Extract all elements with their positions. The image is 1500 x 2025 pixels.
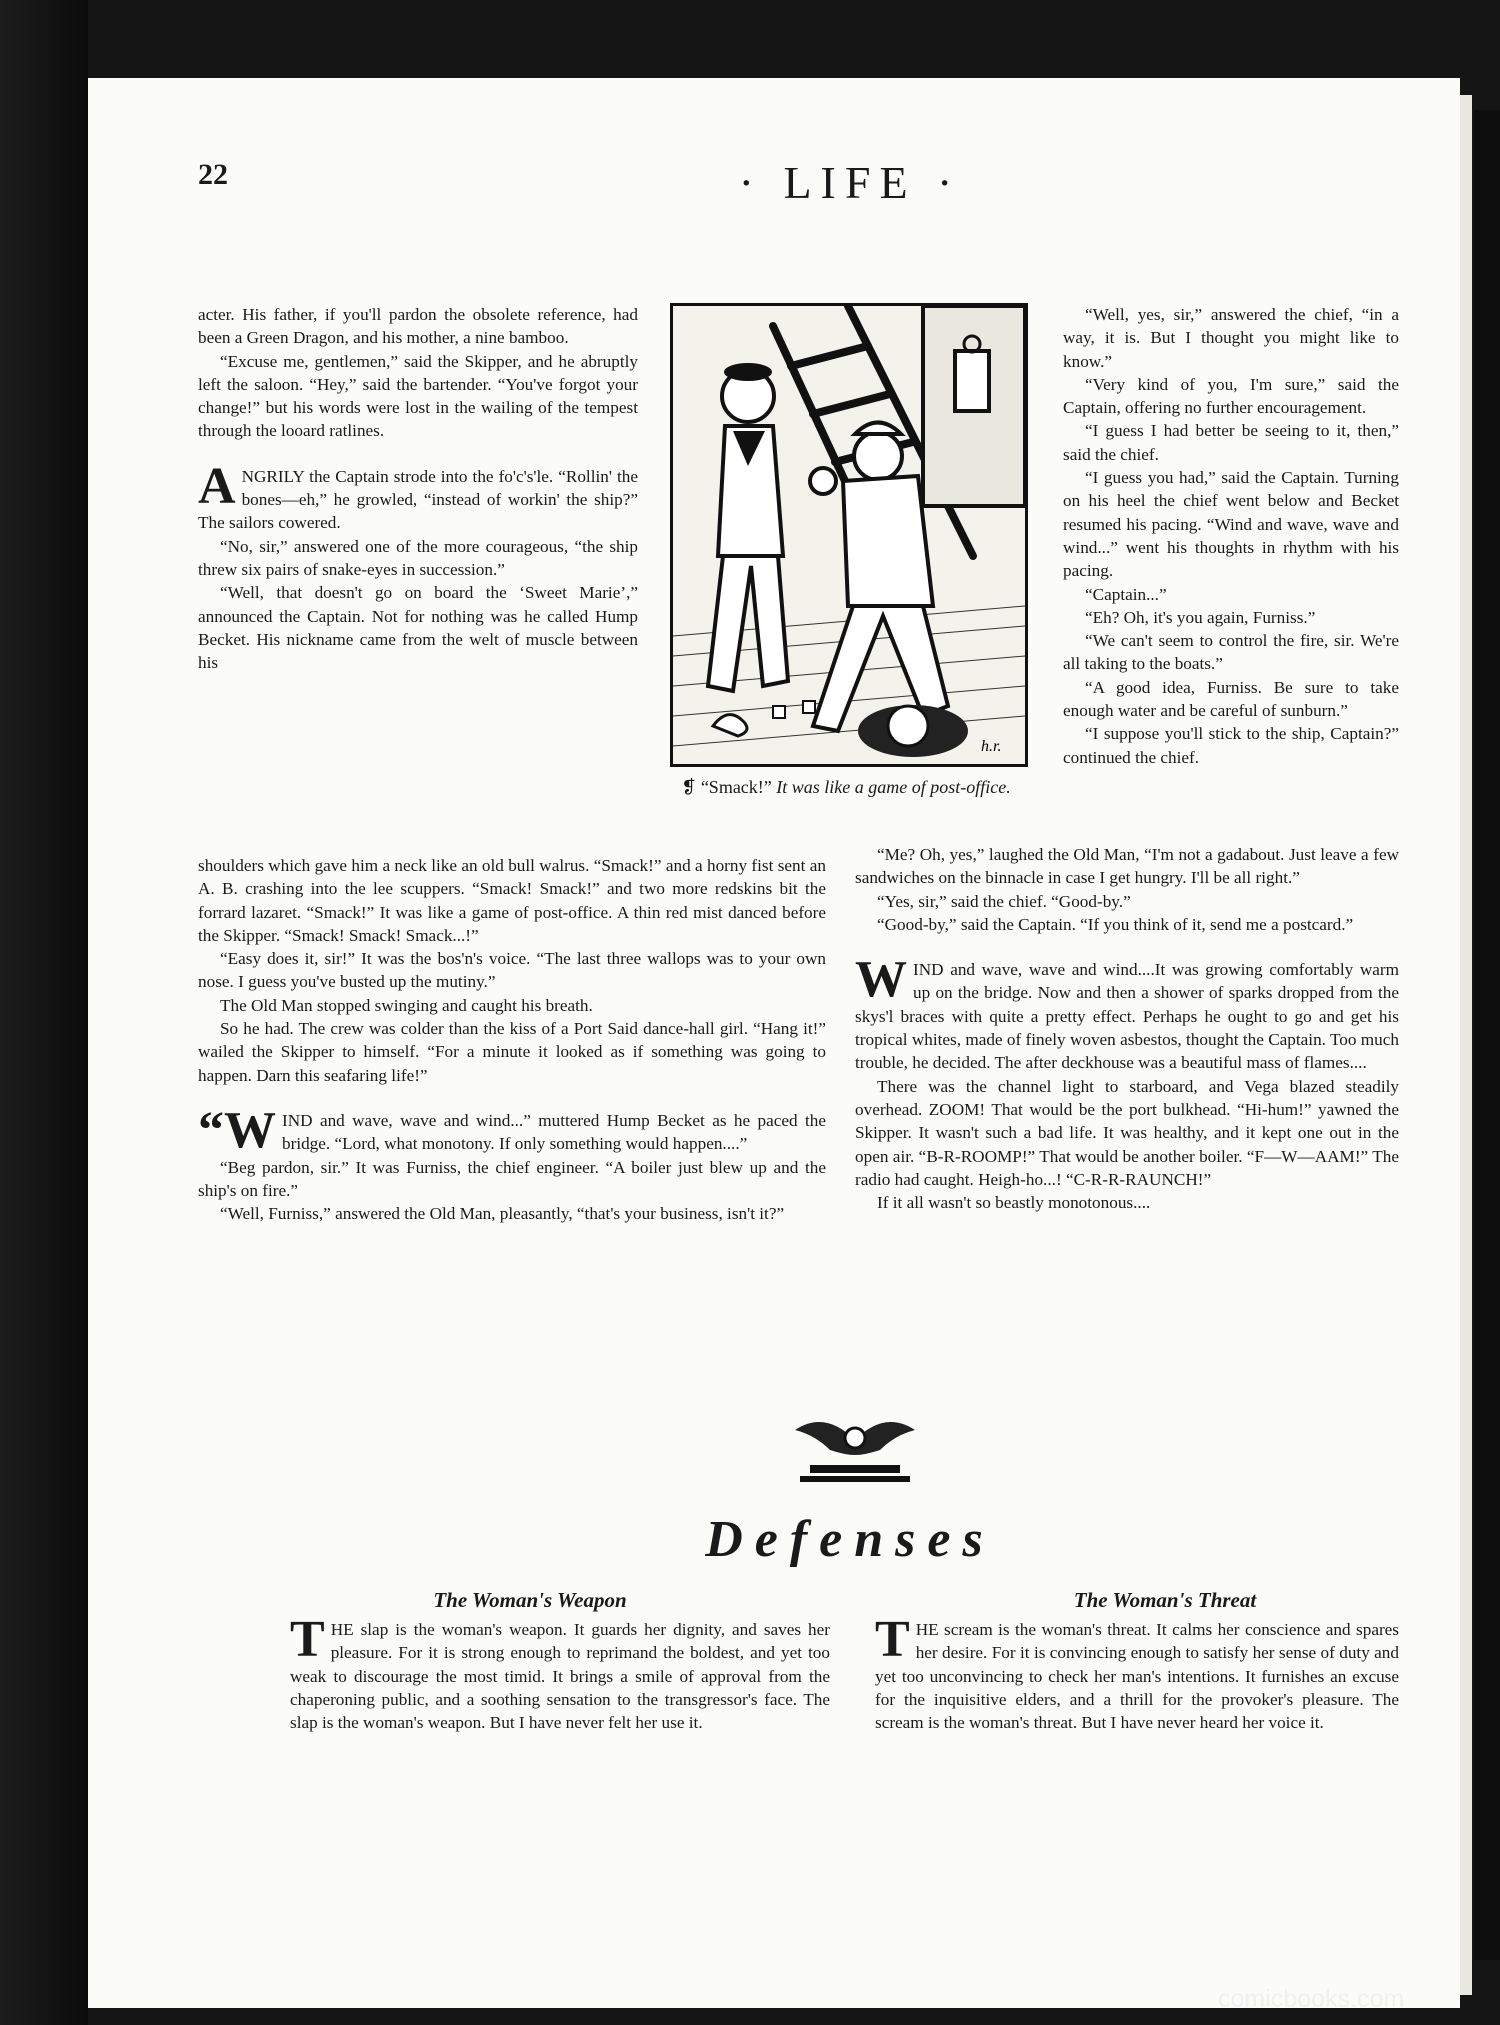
scan-border-left: [0, 0, 88, 2025]
eagle-emblem-icon: [785, 1410, 925, 1490]
story-column-left-top: [198, 303, 638, 674]
story-column-right-bottom: [855, 843, 1399, 1214]
defenses-column-right: [875, 1611, 1399, 1734]
page-number: 22: [198, 158, 228, 191]
illustration-caption: ❡ “Smack!” It was like a game of post-office.: [681, 777, 1011, 797]
paragraph: “I guess you had,” said the Captain. Turning on his heel the chief went below and Becket resumed his pacing. “Wind and wave, wave and wind...” went his thoughts in rhythm with his pacing.: [1063, 468, 1399, 581]
cartoon-drawing: [673, 306, 1025, 764]
story-illustration: [670, 303, 1028, 767]
paragraph: “Excuse me, gentlemen,” said the Skipper, and he abruptly left the saloon. “Hey,” said the bartender. “You've forgot your change!” but his words were lost in the wailing of the tempest through the looard ratlines.: [198, 351, 638, 441]
paragraph: “I guess I had better be seeing to it, then,” said the chief.: [1063, 421, 1399, 464]
defenses-column-left: [290, 1611, 830, 1734]
paragraph: WIND and wave, wave and wind....It was growing comfortably warm up on the bridge. Now and then a shower of sparks dropped from the skys'l braces with quite a pretty effect. Perhaps he ought to go and get his tropical whites, made of finely woven asbestos, thought the Captain. Too much trouble, he decided. The after deckhouse was a beautiful mass of flames....: [855, 951, 1399, 1073]
paragraph: acter. His father, if you'll pardon the obsolete reference, had been a Green Dragon, and his mother, a nine bamboo.: [198, 305, 638, 348]
paragraph: “Captain...”: [1085, 584, 1167, 604]
paragraph: “I suppose you'll stick to the ship, Captain?” continued the chief.: [1063, 724, 1399, 767]
paragraph: THE slap is the woman's weapon. It guards her dignity, and saves her pleasure. For it is strong enough to reprimand the boldest, and yet too weak to discourage the most timid. It brings a smile of approval from the chaperoning public, and a soothing sensation to the transgressor's face. The slap is the woman's weapon. But I have never felt her use it.: [290, 1611, 830, 1733]
paragraph: “Eh? Oh, it's you again, Furniss.”: [1085, 607, 1316, 627]
story-column-right-top: [1063, 303, 1399, 769]
page-edge: [1460, 95, 1472, 1995]
paragraph: There was the channel light to starboard, and Vega blazed steadily overhead. ZOOM! That would be the port bulkhead. “Hi-hum!” yawned the Skipper. It wasn't such a bad life. It was healthy, and it kept one out in the open air. “B-R-ROOMP!” That would be another boiler. “F—W—AAM!” The radio had caught. Heigh-ho...! “C-R-R-RAUNCH!”: [855, 1076, 1399, 1189]
poem-heading-right: The Woman's Threat: [1073, 1588, 1257, 1612]
poem-heading-left: The Woman's Weapon: [433, 1588, 627, 1612]
paragraph: “Well, that doesn't go on board the ‘Sweet Marie’,” announced the Captain. Not for nothing was he called Hump Becket. His nickname came from the welt of muscle between his: [198, 583, 638, 673]
paragraph: “Easy does it, sir!” It was the bos'n's voice. “The last three wallops was to your own nose. I guess you've busted up the mutiny.”: [198, 949, 826, 992]
paragraph: “Well, Furniss,” answered the Old Man, pleasantly, “that's your business, isn't it?”: [220, 1204, 785, 1224]
watermark: comicbooks.com: [1218, 1985, 1405, 2013]
paragraph: The Old Man stopped swinging and caught his breath.: [220, 995, 593, 1015]
paragraph: “Beg pardon, sir.” It was Furniss, the chief engineer. “A boiler just blew up and the ship's on fire.”: [198, 1157, 826, 1200]
paragraph: “Well, yes, sir,” answered the chief, “in a way, it is. But I thought you might like to know.”: [1063, 305, 1399, 371]
paragraph: If it all wasn't so beastly monotonous....: [877, 1193, 1151, 1213]
story-column-left-bottom: [198, 854, 826, 1225]
paragraph: THE scream is the woman's threat. It calms her conscience and spares her desire. For it is convincing enough to satisfy her sense of duty and yet too unconvincing to check her man's intentions. It furnishes an excuse for the inquisitive elders, and a thrill for the provoker's pleasure. The scream is the woman's threat. But I have never heard her voice it.: [875, 1611, 1399, 1733]
artist-signature: h.r.: [981, 738, 1002, 755]
paragraph: “A good idea, Furniss. Be sure to take enough water and be careful of sunburn.”: [1063, 677, 1399, 721]
masthead-title: · LIFE ·: [738, 157, 962, 208]
drop-cap: “W: [198, 1101, 276, 1159]
paragraph: “WIND and wave, wave and wind...” muttered Hump Becket as he paced the bridge. “Lord, what monotony. If only something would happen....”: [198, 1101, 826, 1159]
paragraph: “Good-by,” said the Captain. “If you think of it, send me a postcard.”: [877, 914, 1354, 934]
paragraph: “Very kind of you, I'm sure,” said the Captain, offering no further encouragement.: [1063, 374, 1399, 418]
paragraph: “No, sir,” answered one of the more courageous, “the ship threw six pairs of snake-eyes in succession.”: [198, 536, 638, 579]
section-title: Defenses: [705, 1511, 995, 1568]
paragraph: ANGRILY the Captain strode into the fo'c's'le. “Rollin' the bones—eh,” he growled, “instead of workin' the ship?” The sailors cowered.: [198, 457, 638, 533]
drop-cap: W: [855, 951, 907, 1009]
drop-cap: T: [875, 1611, 910, 1668]
paragraph: “Yes, sir,” said the chief. “Good-by.”: [877, 891, 1131, 911]
drop-cap: T: [290, 1611, 325, 1668]
paragraph: “We can't seem to control the fire, sir. We're all taking to the boats.”: [1063, 631, 1399, 674]
paragraph: So he had. The crew was colder than the kiss of a Port Said dance-hall girl. “Hang it!” wailed the Skipper to himself. “For a minute it looked as if something was going to happen. Darn this seafaring life!”: [198, 1019, 826, 1085]
scan-border-right: [1474, 110, 1500, 1960]
paragraph: shoulders which gave him a neck like an old bull walrus. “Smack!” and a horny fist sent an A. B. crashing into the lee scuppers. “Smack! Smack!” and two more redskins bit the forrard lazaret. “Smack!” It was like a game of post-office. A thin red mist danced before the Skipper. “Smack! Smack! Smack...!”: [198, 856, 826, 945]
drop-cap: A: [198, 457, 236, 515]
paragraph: “Me? Oh, yes,” laughed the Old Man, “I'm not a gadabout. Just leave a few sandwiches on the binnacle in case I get hungry. I'll be all right.”: [855, 845, 1399, 888]
